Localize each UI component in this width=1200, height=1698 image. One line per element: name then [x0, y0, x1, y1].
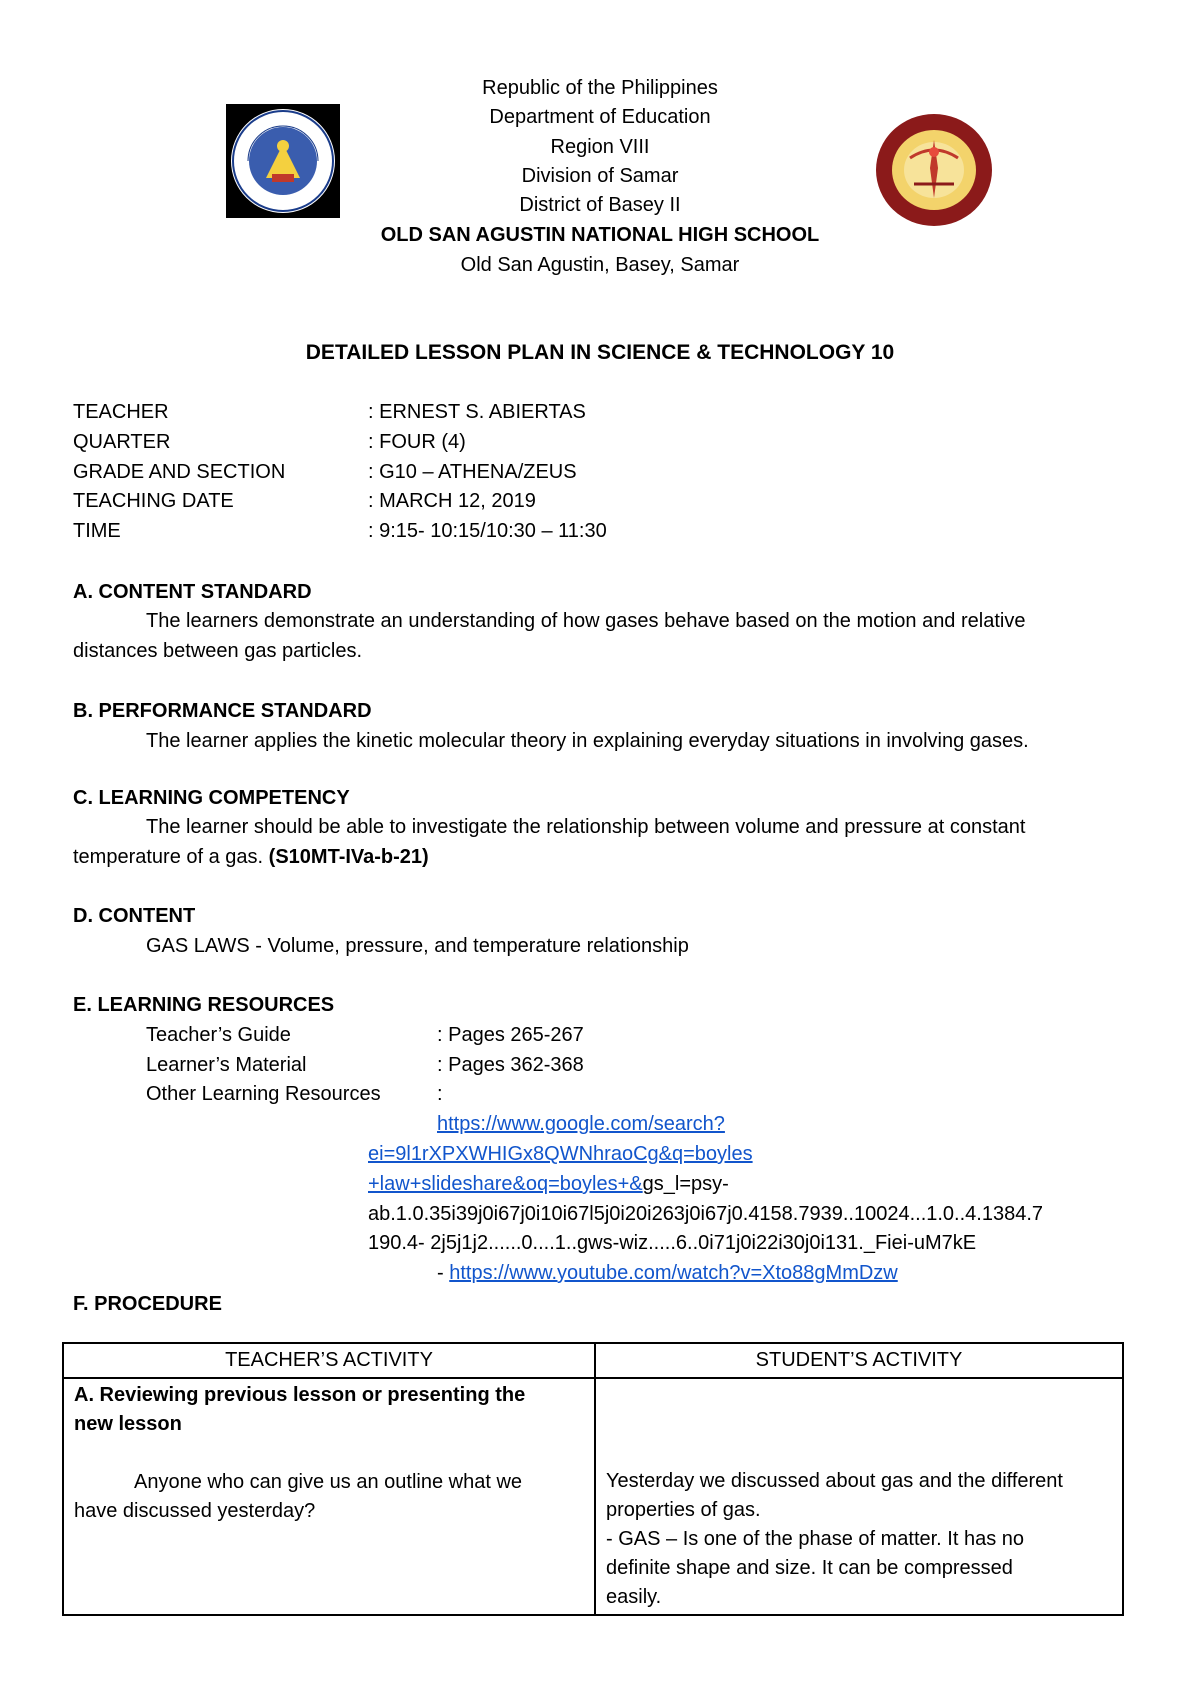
info-value-teacher: : ERNEST S. ABIERTAS: [368, 401, 586, 423]
student-activity-cell: [595, 1378, 1123, 1615]
performance-standard-heading: B. PERFORMANCE STANDARD: [73, 700, 372, 722]
header-line-4: Division of Samar: [521, 165, 679, 187]
teacher-question-2: have discussed yesterday?: [74, 1500, 316, 1522]
content-standard-text-2: distances between gas particles.: [73, 640, 363, 662]
learning-competency-heading: C. LEARNING COMPETENCY: [73, 787, 350, 809]
procedure-heading: F. PROCEDURE: [73, 1293, 222, 1315]
resource-value-tg: : Pages 265-267: [437, 1024, 584, 1046]
performance-standard-text: The learner applies the kinetic molecular theory in explaining everyday situations in involving gases.: [146, 730, 1029, 752]
info-value-date: : MARCH 12, 2019: [368, 490, 536, 512]
header-line-2: Department of Education: [489, 106, 711, 128]
learning-competency-text-2: [73, 843, 429, 872]
learning-resources-heading: E. LEARNING RESOURCES: [73, 994, 335, 1016]
table-header-row: [63, 1343, 1123, 1378]
resource-label-tg: Teacher’s Guide: [146, 1024, 291, 1046]
col-header-teacher: TEACHER’S ACTIVITY: [63, 1343, 595, 1378]
content-heading: D. CONTENT: [73, 905, 196, 927]
google-link-line-1[interactable]: https://www.google.com/search?: [437, 1113, 725, 1135]
student-answer-3: - GAS – Is one of the phase of matter. It has no: [606, 1528, 1025, 1550]
procedure-table: [62, 1342, 1124, 1616]
student-answer-5: easily.: [606, 1586, 662, 1608]
resource-label-other: Other Learning Resources: [146, 1083, 381, 1105]
student-answer-2: properties of gas.: [606, 1499, 761, 1521]
resource-value-lm: : Pages 362-368: [437, 1054, 584, 1076]
student-answer-1: Yesterday we discussed about gas and the different: [606, 1470, 1063, 1492]
school-name: OLD SAN AGUSTIN NATIONAL HIGH SCHOOL: [380, 224, 820, 246]
step-a-title-1: A. Reviewing previous lesson or presenting the: [74, 1384, 526, 1406]
google-link-line-2[interactable]: ei=9l1rXPXWHIGx8QWNhraoCg&q=boyles: [368, 1143, 753, 1165]
info-value-grade: : G10 – ATHENA/ZEUS: [368, 461, 577, 483]
header-line-5: District of Basey II: [519, 194, 681, 216]
google-link-line-3a[interactable]: +law+slideshare&oq=boyles+&: [368, 1173, 643, 1195]
school-address: Old San Agustin, Basey, Samar: [460, 254, 740, 276]
col-header-student: STUDENT’S ACTIVITY: [595, 1343, 1123, 1378]
youtube-link[interactable]: https://www.youtube.com/watch?v=Xto88gMmDzw: [449, 1262, 898, 1284]
resource-value-other: :: [437, 1083, 443, 1105]
google-link-line-4: ab.1.0.35i39j0i67j0i10i67l5j0i20i263j0i67j0.4158.7939..10024...1.0..4.1384.7: [368, 1203, 1044, 1225]
info-label-teacher: TEACHER: [73, 401, 169, 423]
info-label-quarter: QUARTER: [73, 431, 171, 453]
content-standard-text-1: The learners demonstrate an understanding of how gases behave based on the motion and relative: [146, 610, 1026, 632]
page-title: DETAILED LESSON PLAN IN SCIENCE & TECHNOLOGY 10: [305, 341, 895, 364]
info-label-date: TEACHING DATE: [73, 490, 234, 512]
info-label-time: TIME: [73, 520, 121, 542]
youtube-link-line: [437, 1259, 898, 1288]
header-line-1: Republic of the Philippines: [482, 77, 718, 99]
student-answer-4: definite shape and size. It can be compressed: [606, 1557, 1013, 1579]
table-row: [63, 1378, 1123, 1615]
content-text: GAS LAWS - Volume, pressure, and temperature relationship: [146, 935, 689, 957]
learning-competency-text-2a: temperature of a gas.: [73, 846, 269, 868]
teacher-question-1: Anyone who can give us an outline what we: [134, 1471, 523, 1493]
youtube-link-prefix: -: [437, 1262, 450, 1284]
google-link-line-3b: gs_l=psy-: [642, 1173, 729, 1195]
teacher-activity-cell: [63, 1378, 595, 1615]
content-standard-heading: A. CONTENT STANDARD: [73, 581, 312, 603]
google-link-line-3: [368, 1170, 729, 1199]
info-value-quarter: : FOUR (4): [368, 431, 466, 453]
learning-competency-text-1: The learner should be able to investigate the relationship between volume and pressure at constant: [146, 816, 1026, 838]
step-a-title-2: new lesson: [74, 1413, 182, 1435]
competency-code: (S10MT-IVa-b-21): [268, 846, 429, 868]
google-link-line-5: 190.4- 2j5j1j2......0....1..gws-wiz.....6..0i71j0i22i30j0i131._Fiei-uM7kE: [368, 1232, 977, 1254]
info-label-grade: GRADE AND SECTION: [73, 461, 286, 483]
info-value-time: : 9:15- 10:15/10:30 – 11:30: [368, 520, 607, 542]
resource-label-lm: Learner’s Material: [146, 1054, 307, 1076]
header-line-3: Region VIII: [550, 136, 650, 158]
